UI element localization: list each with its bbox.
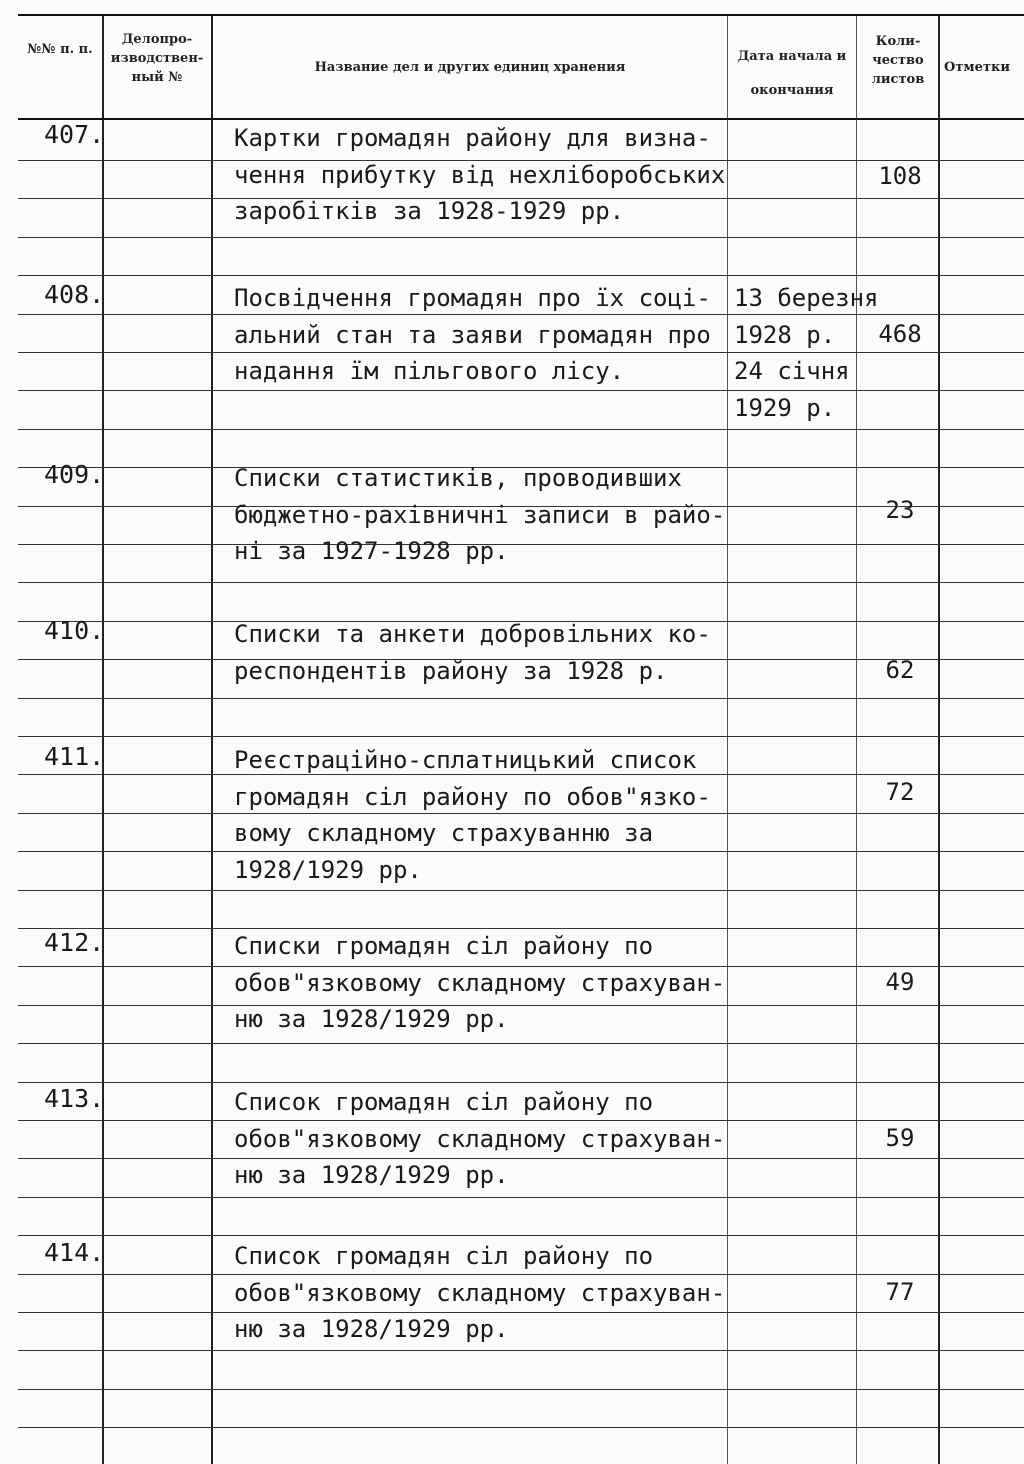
row-number: 409. xyxy=(44,460,105,489)
ruled-line xyxy=(18,890,1024,891)
row-sheet-count: 77 xyxy=(885,1278,915,1306)
row-sheet-count: 72 xyxy=(885,778,915,806)
header-sheets: Коли- чество листов xyxy=(871,34,925,87)
ruled-line xyxy=(18,1389,1024,1390)
row-title-line: респондентів району за 1928 р. xyxy=(234,656,668,685)
row-title-line: Списки статистиків, проводивших xyxy=(234,464,682,492)
header-num: №№ п. п. xyxy=(27,42,93,57)
row-title-line: ню за 1928/1929 рр. xyxy=(234,1315,509,1343)
ruled-line xyxy=(18,1312,1024,1313)
ruled-line xyxy=(18,582,1024,583)
ruled-line xyxy=(18,1427,1024,1428)
row-number: 414. xyxy=(44,1238,105,1267)
header-notes: Отметки xyxy=(944,60,1011,75)
row-sheet-count: 49 xyxy=(885,968,915,996)
row-title-line: Списки та анкети добровільних ко- xyxy=(234,620,711,648)
row-title-line: Посвідчення громадян про їх соці- xyxy=(234,284,711,312)
row-title-line: альний стан та заяви громадян про xyxy=(234,320,711,349)
row-title-line: Картки громадян району для визна- xyxy=(234,124,711,152)
row-title-line: Список громадян сіл району по xyxy=(234,1088,654,1116)
row-number: 408. xyxy=(44,280,105,309)
row-title-line: громадян сіл району по обов"язко- xyxy=(234,782,711,811)
column-rule xyxy=(938,14,940,1464)
row-title-line: заробітків за 1928-1929 рр. xyxy=(234,197,625,225)
ruled-line xyxy=(18,544,1024,545)
row-number: 410. xyxy=(44,616,105,645)
ruled-line xyxy=(18,1043,1024,1044)
row-title-line: обов"язковому складному страхуван- xyxy=(234,1278,726,1307)
row-title-line: обов"язковому складному страхуван- xyxy=(234,1124,726,1153)
ruled-line xyxy=(18,1197,1024,1198)
row-title-line: Списки громадян сіл району по xyxy=(234,932,654,960)
row-title-line: Список громадян сіл району по xyxy=(234,1242,654,1270)
row-title-line: обов"язковому складному страхуван- xyxy=(234,968,726,997)
ruled-line xyxy=(18,1082,1024,1083)
ruled-line xyxy=(18,1235,1024,1236)
row-sheet-count: 62 xyxy=(885,656,915,684)
row-sheet-count: 468 xyxy=(878,320,922,348)
ruled-line xyxy=(18,736,1024,737)
row-sheet-count: 59 xyxy=(885,1124,915,1152)
ruled-line xyxy=(18,1350,1024,1351)
column-rule xyxy=(211,14,213,1464)
row-date-line: 24 січня xyxy=(734,357,850,385)
row-title-line: ні за 1927-1928 рр. xyxy=(234,537,509,565)
ruled-line xyxy=(18,429,1024,430)
row-title-line: ню за 1928/1929 рр. xyxy=(234,1005,509,1033)
row-title-line: ню за 1928/1929 рр. xyxy=(234,1161,509,1189)
ruled-line xyxy=(18,390,1024,391)
column-rule xyxy=(727,14,728,1464)
ruled-line xyxy=(18,275,1024,276)
row-title-line: вому складному страхуванню за xyxy=(234,819,654,847)
row-number: 412. xyxy=(44,928,105,957)
row-number: 411. xyxy=(44,742,105,771)
row-sheet-count: 23 xyxy=(885,496,915,524)
row-title-line: Реєстраційно-сплатницький список xyxy=(234,746,697,774)
ruled-line xyxy=(18,1158,1024,1159)
row-number: 413. xyxy=(44,1084,105,1113)
header-title: Название дел и других единиц хранения xyxy=(314,60,626,75)
row-date-line: 13 березня xyxy=(734,284,879,312)
column-rule xyxy=(856,14,857,1464)
row-sheet-count: 108 xyxy=(878,162,922,190)
header-office-no: Делопро- изводствен- ный № xyxy=(110,32,204,85)
row-title-line: бюджетно-рахівничні записи в райо- xyxy=(234,500,726,529)
header-dates: Дата начала и окончания xyxy=(737,49,847,98)
ruled-line xyxy=(18,698,1024,699)
row-title-line: чення прибутку від нехліборобських xyxy=(234,160,726,189)
row-date-line: 1928 р. xyxy=(734,320,836,349)
table-top-rule xyxy=(18,14,1024,16)
row-number: 407. xyxy=(44,120,105,149)
row-title-line: 1928/1929 рр. xyxy=(234,855,422,884)
row-date-line: 1929 р. xyxy=(734,393,836,422)
row-title-line: надання їм пільгового лісу. xyxy=(234,357,625,385)
ruled-line xyxy=(18,237,1024,238)
ruled-line xyxy=(18,1005,1024,1006)
